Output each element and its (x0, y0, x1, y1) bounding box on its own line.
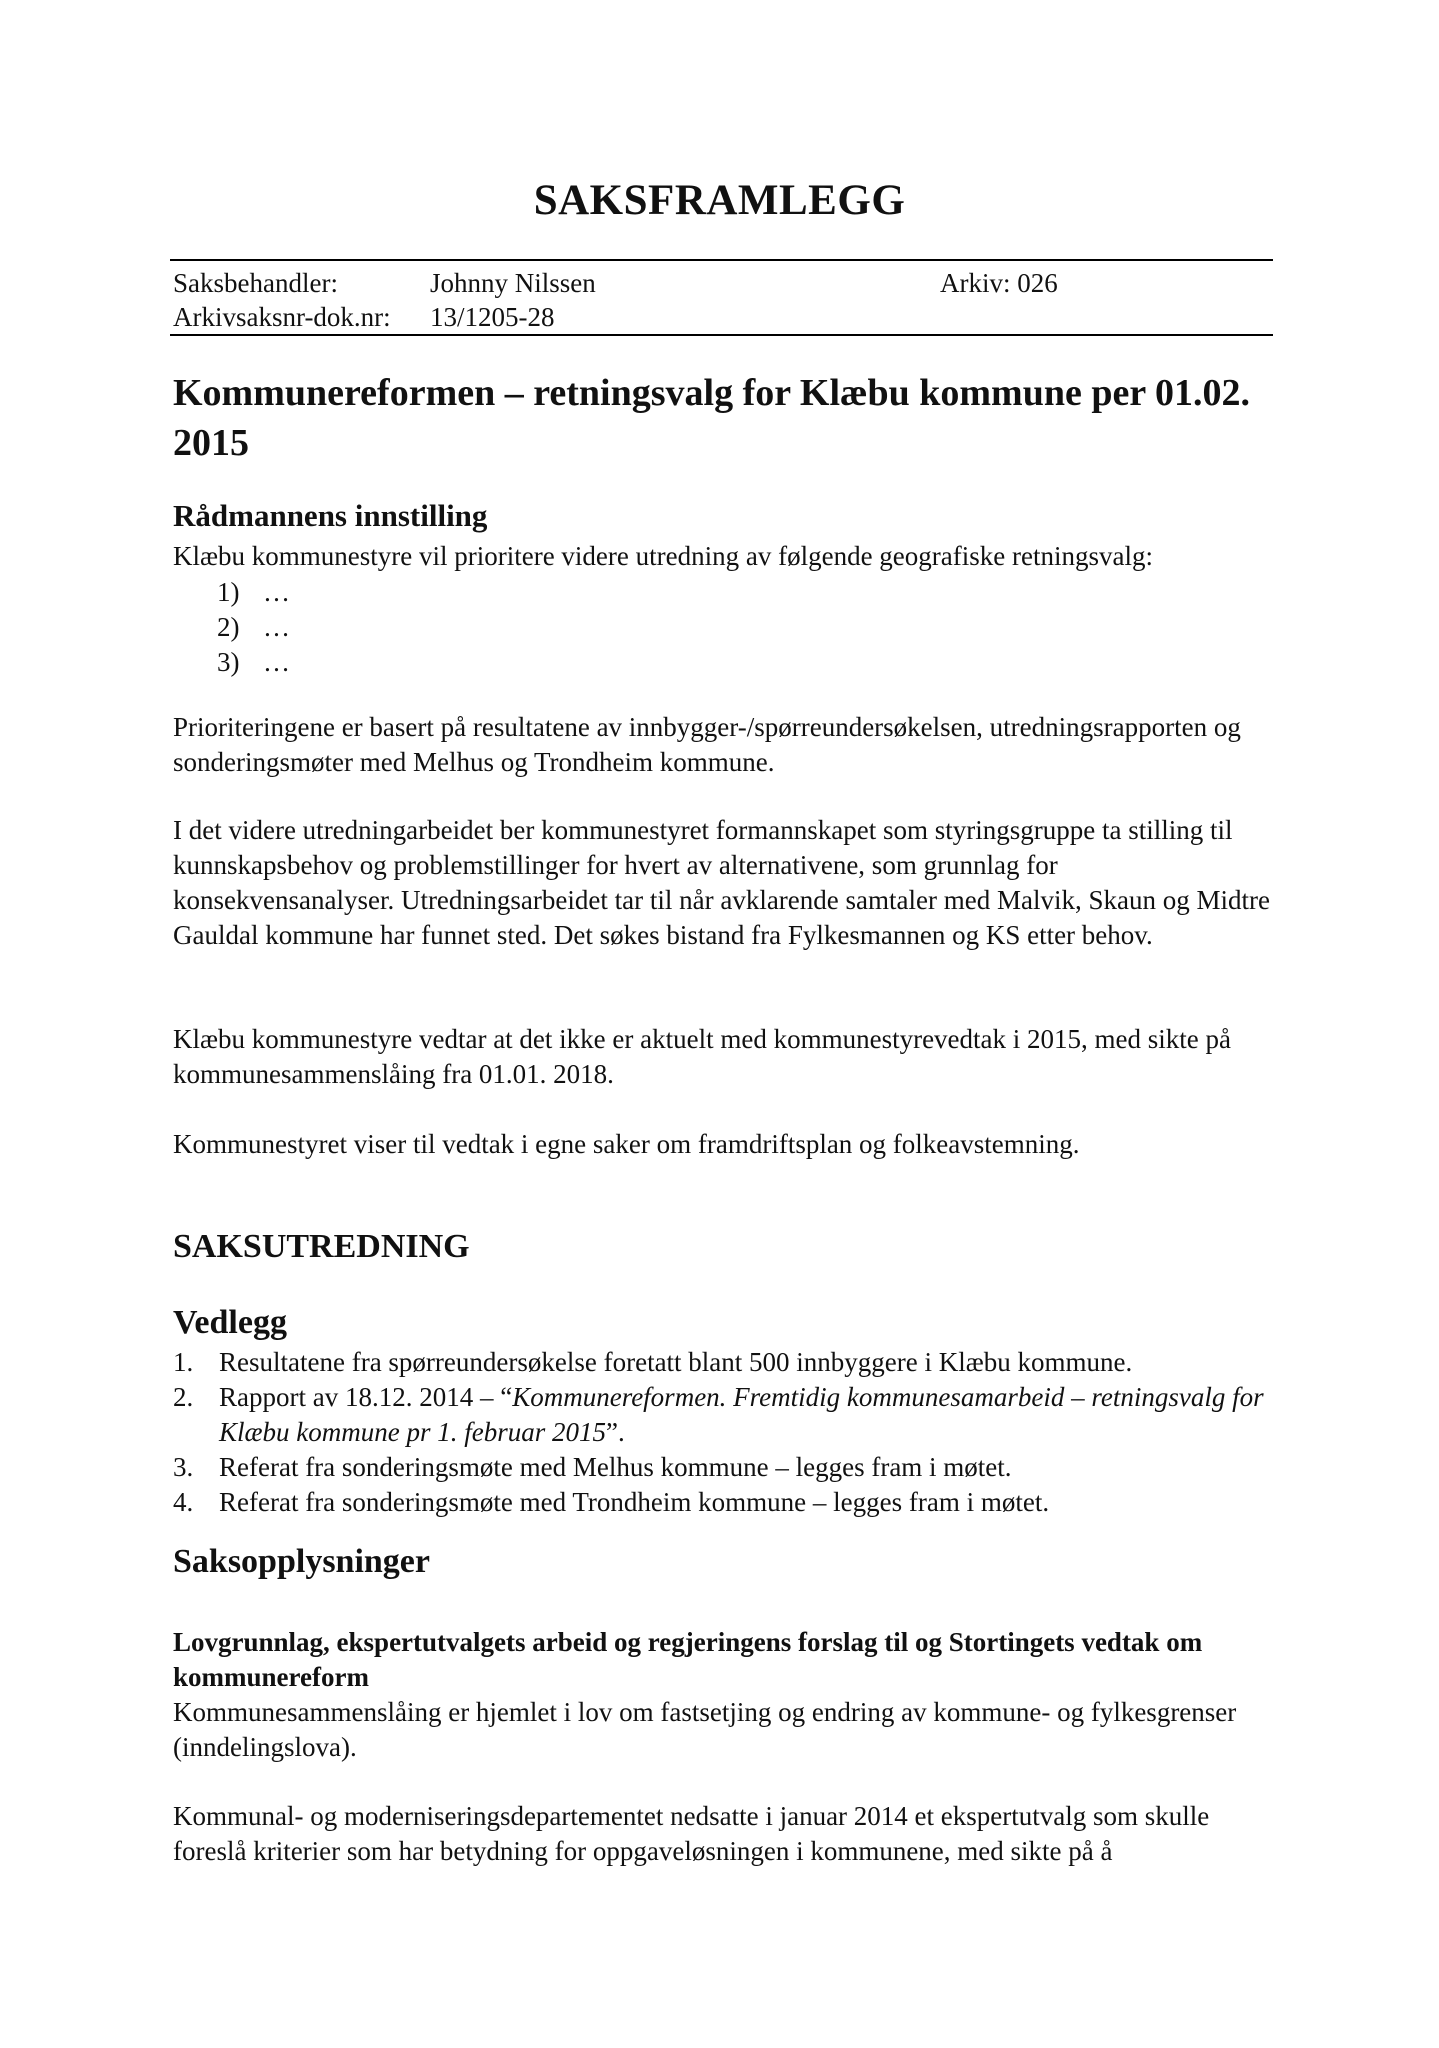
saksbehandler-value: Johnny Nilssen (430, 268, 596, 298)
list-item-text: Referat fra sonderingsmøte med Trondheim kommune – legges fram i møtet. (219, 1487, 1050, 1517)
case-title: Kommunereformen – retningsvalg for Klæbu kommune per 01.02. 2015 (173, 372, 1251, 464)
list-item (173, 1485, 1283, 1520)
list-item (173, 1450, 1283, 1485)
list-item (217, 575, 290, 610)
saksutredning-heading: SAKSUTREDNING (173, 1228, 470, 1265)
innstilling-paragraph-3: Klæbu kommunestyre vedtar at det ikke er aktuelt med kommunestyrevedtak i 2015, med sikte på kommunesammenslåing fra 01.01. 2018. (173, 1024, 1231, 1089)
list-item-text: … (263, 577, 290, 607)
list-item (173, 1345, 1283, 1380)
vedlegg-list (173, 1345, 1283, 1520)
retningsvalg-list (217, 575, 290, 680)
document-title: SAKSFRAMLEGG (533, 177, 906, 224)
innstilling-paragraph-4: Kommunestyret viser til vedtak i egne saker om framdriftsplan og folkeavstemning. (173, 1129, 1080, 1159)
arkiv-label: Arkiv: 026 (940, 268, 1058, 298)
list-item-text-end: ”. (606, 1417, 625, 1447)
innstilling-heading: Rådmannens innstilling (173, 498, 488, 533)
list-item-text: … (263, 612, 290, 642)
list-item-text (219, 1380, 1283, 1450)
header-rule-bottom (170, 334, 1273, 336)
list-item-number: 3) (217, 647, 240, 677)
saksbehandler-label: Saksbehandler: (173, 268, 338, 298)
arkivsaksnr-label: Arkivsaksnr-dok.nr: (173, 302, 391, 332)
list-item-number: 2. (173, 1382, 194, 1412)
arkivsaksnr-value: 13/1205-28 (430, 302, 555, 332)
lovgrunnlag-paragraph-2: Kommunal- og moderniseringsdepartementet nedsatte i januar 2014 et ekspertutvalg som skulle foreslå kriterier som har betydning for oppgaveløsningen i kommunene, med sikte på å (173, 1801, 1210, 1866)
innstilling-intro: Klæbu kommunestyre vil prioritere videre utredning av følgende geografiske retningsvalg: (173, 541, 1153, 571)
list-item-text: … (263, 647, 290, 677)
vedlegg-heading: Vedlegg (173, 1304, 287, 1341)
list-item-number: 4. (173, 1487, 194, 1517)
list-item-text-italic: Kommunereformen. Fremtidig kommunesamarbeid – retningsvalg for Klæbu kommune pr 1. februar 2015 (219, 1382, 1264, 1447)
header-rule-top (170, 259, 1273, 261)
list-item (217, 645, 290, 680)
list-item-number: 3. (173, 1452, 194, 1482)
list-item-text-plain: Rapport av 18.12. 2014 – “ (219, 1382, 513, 1412)
lovgrunnlag-paragraph-1: Kommunesammenslåing er hjemlet i lov om fastsetjing og endring av kommune- og fylkesgrenser (inndelingslova). (173, 1697, 1237, 1762)
innstilling-paragraph-2: I det videre utredningarbeidet ber kommunestyret formannskapet som styringsgruppe ta stilling til kunnskapsbehov og problemstillinger for hvert av alternativene, som grunnlag for konsekvensanalyser. Utredningsarbeidet tar til når avklarende samtaler med Malvik, Skaun og Midtre Gauldal kommune har funnet sted. Det søkes bistand fra Fylkesmannen og KS etter behov. (173, 815, 1270, 950)
list-item-number: 1) (217, 577, 240, 607)
list-item (217, 610, 290, 645)
list-item-number: 2) (217, 612, 240, 642)
list-item (173, 1380, 1283, 1450)
list-item-number: 1. (173, 1347, 194, 1377)
list-item-text: Referat fra sonderingsmøte med Melhus kommune – legges fram i møtet. (219, 1452, 1012, 1482)
lovgrunnlag-heading: Lovgrunnlag, ekspertutvalgets arbeid og regjeringens forslag til og Stortingets vedtak om kommunereform (173, 1627, 1203, 1692)
saksopplysninger-heading: Saksopplysninger (173, 1543, 430, 1580)
list-item-text: Resultatene fra spørreundersøkelse foretatt blant 500 innbyggere i Klæbu kommune. (219, 1347, 1133, 1377)
innstilling-paragraph-1: Prioriteringene er basert på resultatene av innbygger-/spørreundersøkelsen, utredningsrapporten og sonderingsmøter med Melhus og Trondheim kommune. (173, 712, 1241, 777)
